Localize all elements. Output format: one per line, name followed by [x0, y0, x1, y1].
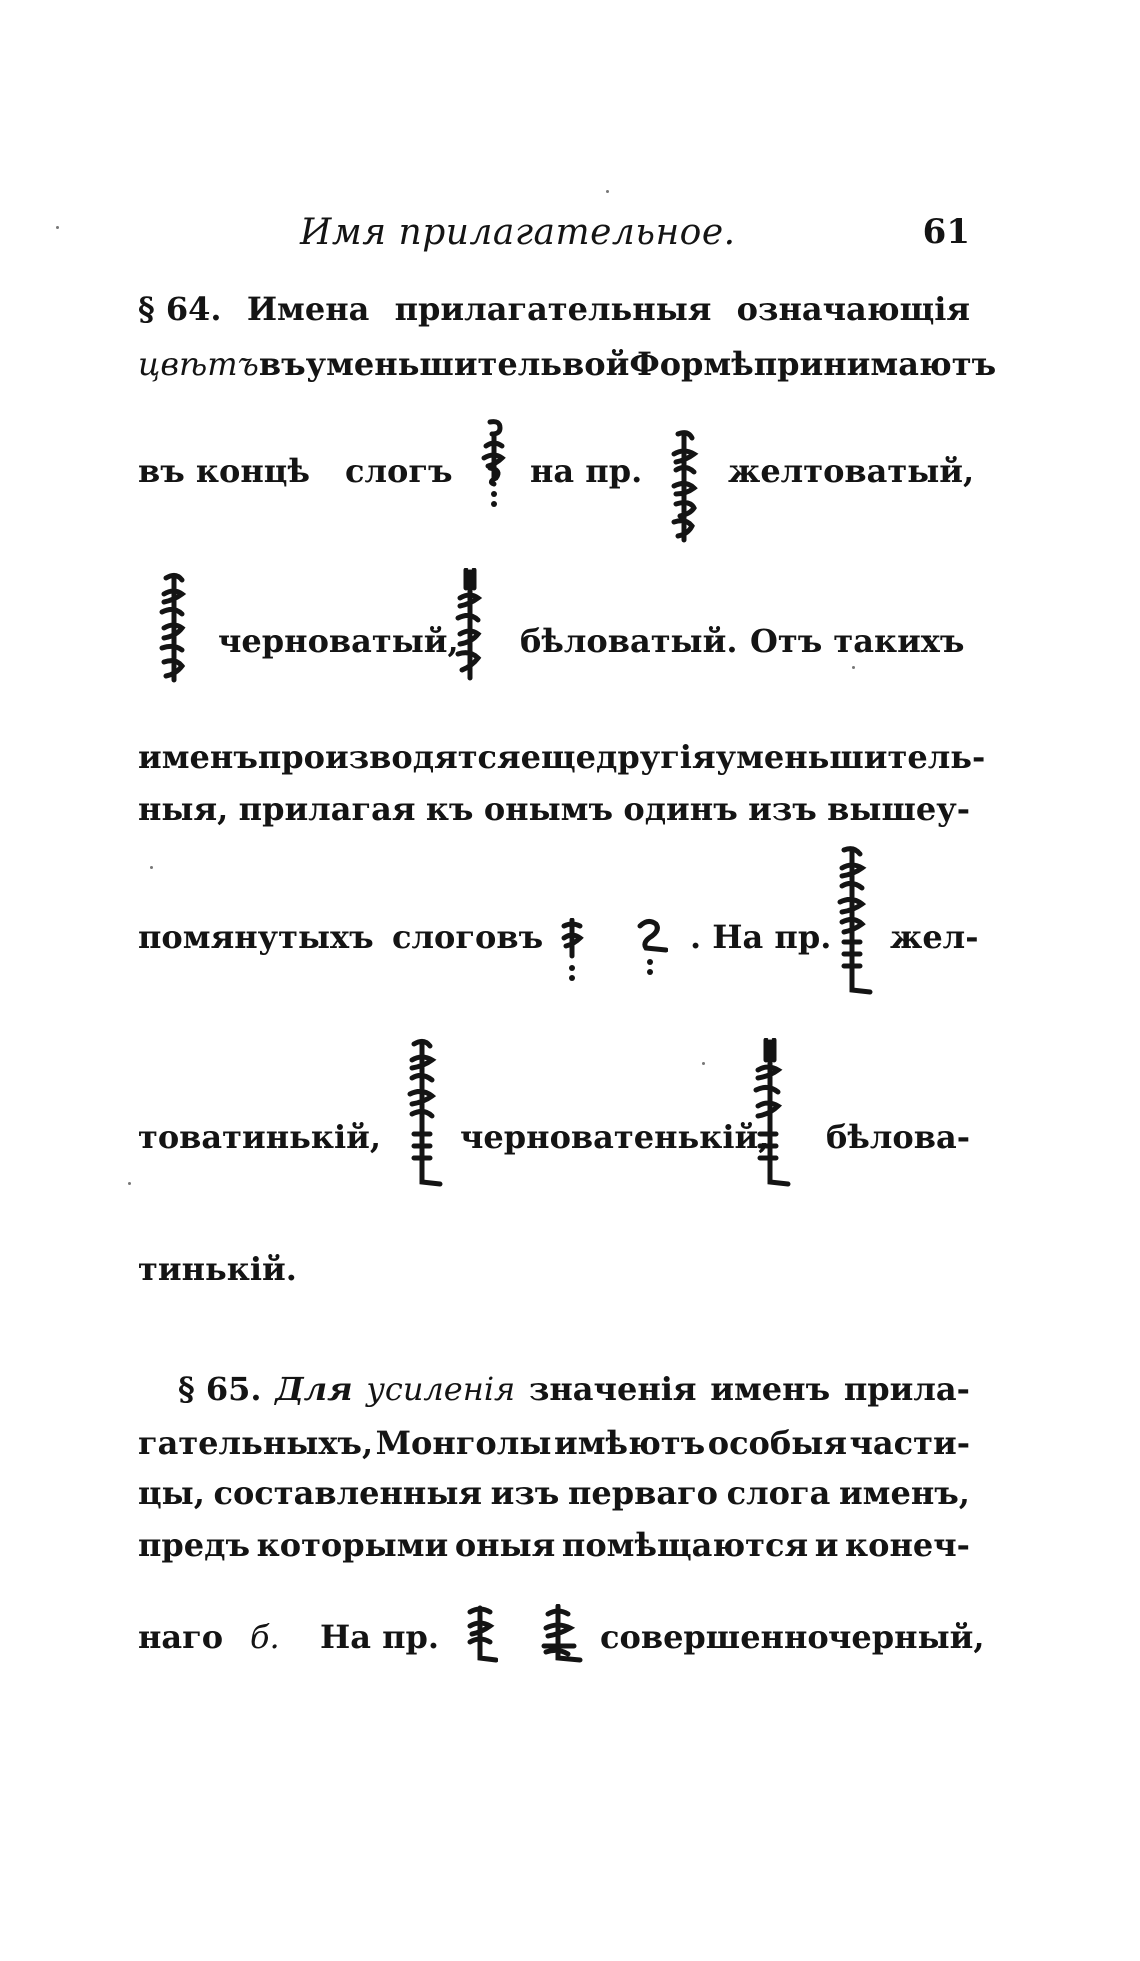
paper-speck: [606, 190, 609, 193]
word: черный,: [828, 1618, 985, 1656]
word: уменьшительвой: [305, 345, 630, 383]
word: помянутыхъ: [138, 918, 374, 956]
word: вышеу-: [827, 790, 970, 828]
syllable-glyph-1-icon: [560, 918, 584, 984]
word: гательныхъ,: [138, 1424, 374, 1462]
word: именъ: [138, 738, 258, 776]
word: прилагательныя: [394, 290, 712, 328]
word: Формѣ: [629, 345, 754, 383]
word: уменьшитель-: [715, 738, 986, 776]
word: черноватый,: [218, 622, 459, 660]
section-number: § 64.: [138, 290, 222, 328]
whitish-word-glyph-icon: [448, 568, 488, 686]
para64-line-1: [138, 290, 970, 328]
intensive-particle-glyph-icon: [462, 1604, 498, 1666]
word: совершенно: [600, 1618, 829, 1656]
word: Для: [275, 1370, 353, 1408]
word: черноватенькій,: [460, 1118, 770, 1156]
word: ныя,: [138, 790, 229, 828]
word: составленныя: [213, 1474, 483, 1512]
word: перваго: [567, 1474, 719, 1512]
yellowish-dim-glyph-icon: [830, 846, 876, 996]
word: одинъ: [623, 790, 738, 828]
paper-speck: [702, 1062, 705, 1065]
word: изъ: [490, 1474, 560, 1512]
para64-line-9: [138, 1250, 297, 1288]
word: означающія: [736, 290, 970, 328]
word: желтоватый,: [728, 452, 975, 490]
italic-word: б.: [250, 1618, 280, 1656]
whitish-dim-glyph-icon: [746, 1038, 792, 1188]
word: которыми: [256, 1526, 449, 1564]
yellowish-word-glyph-icon: [664, 430, 704, 548]
word: цы,: [138, 1474, 205, 1512]
word: конеч-: [845, 1526, 970, 1564]
word: онымъ: [483, 790, 614, 828]
running-header: [300, 212, 970, 252]
para65-line-4: [138, 1526, 970, 1564]
word: значенія: [528, 1370, 697, 1408]
word: другія: [596, 738, 716, 776]
paper-speck: [150, 866, 153, 869]
word: части-: [849, 1424, 970, 1462]
para64-line-6: [138, 790, 970, 828]
word: производятся: [257, 738, 521, 776]
word: именъ,: [838, 1474, 970, 1512]
word: въ: [258, 345, 306, 383]
para65-line-1: [138, 1370, 970, 1408]
word: къ: [425, 790, 474, 828]
para65-line-2: [138, 1424, 970, 1462]
para65-line-3: [138, 1474, 970, 1512]
word: въ концѣ: [138, 452, 310, 490]
word: слога: [726, 1474, 831, 1512]
word: слоговъ: [392, 918, 544, 956]
para64-line-4: [0, 622, 1140, 662]
word: бѣловатый.: [520, 622, 738, 660]
para64-line-5: [138, 738, 986, 776]
running-header-title: Имя прилагательное.: [300, 212, 736, 253]
word: оныя: [454, 1526, 556, 1564]
italic-word: цвѣтъ: [138, 345, 259, 383]
word: тинькій.: [138, 1250, 297, 1288]
paper-speck: [852, 666, 855, 669]
suffix-syllable-glyph-icon: [478, 418, 508, 508]
word: Имена: [246, 290, 370, 328]
syllable-glyph-2-icon: [632, 916, 668, 976]
word: Монголы: [375, 1424, 552, 1462]
word: предъ: [138, 1526, 251, 1564]
paper-speck: [128, 1182, 131, 1185]
word: прила-: [843, 1370, 970, 1408]
word: на пр.: [530, 452, 643, 490]
paper-speck: [56, 226, 59, 229]
word: изъ: [748, 790, 817, 828]
word: особыя: [707, 1424, 847, 1462]
word: еще: [520, 738, 596, 776]
word: бѣлова-: [826, 1118, 970, 1156]
para64-line-8: [0, 1118, 1140, 1158]
word: именъ: [710, 1370, 831, 1408]
word: жел-: [890, 918, 979, 956]
blackish-dim-glyph-icon: [400, 1038, 446, 1188]
word: слогъ: [345, 452, 453, 490]
page-number: 61: [922, 212, 970, 252]
word: . На пр.: [690, 918, 832, 956]
word: принимаютъ: [753, 345, 997, 383]
section-number: § 65.: [178, 1370, 262, 1408]
word: наго: [138, 1618, 224, 1656]
italic-word: усиленія: [366, 1370, 516, 1408]
word: помѣщаются: [561, 1526, 809, 1564]
word: На пр.: [320, 1618, 440, 1656]
para64-line-3: [0, 452, 1140, 492]
black-word-glyph-icon: [538, 1604, 584, 1666]
word: прилагая: [238, 790, 416, 828]
word: товатинькій,: [138, 1118, 381, 1156]
para64-line-2: [138, 345, 997, 383]
word: имѣютъ: [553, 1424, 706, 1462]
word: и: [814, 1526, 839, 1564]
word: Отъ такихъ: [750, 622, 965, 660]
